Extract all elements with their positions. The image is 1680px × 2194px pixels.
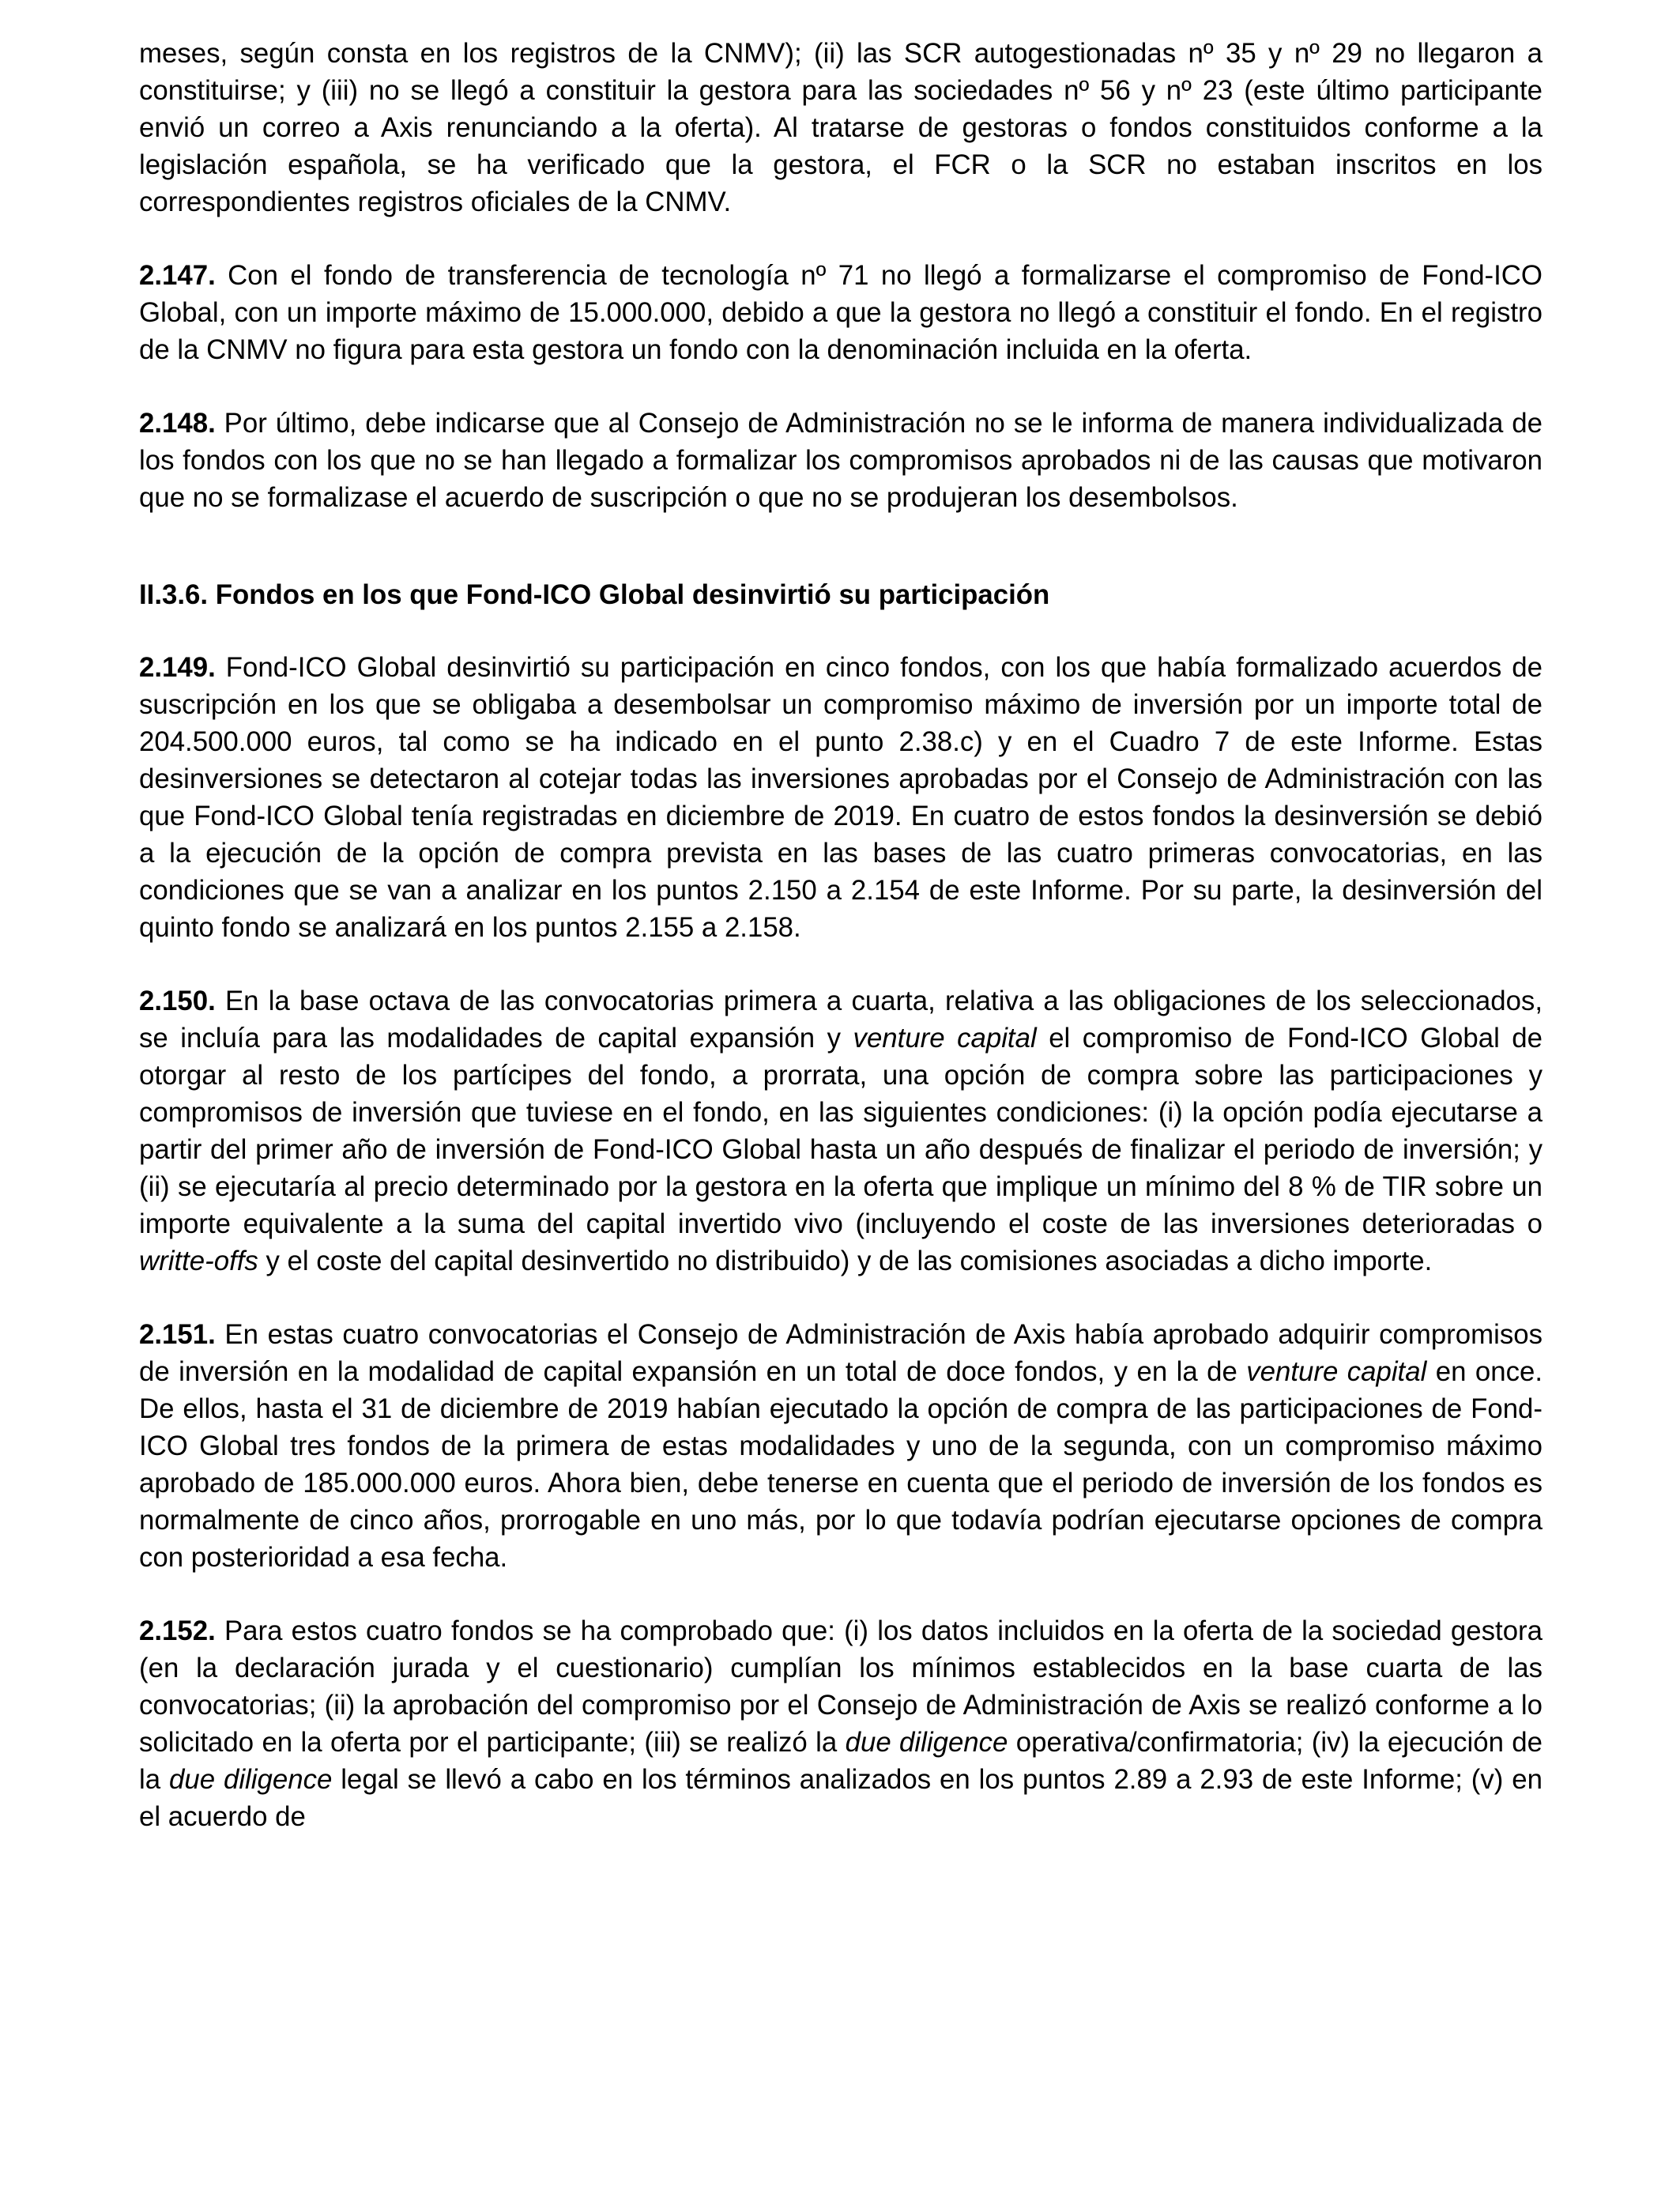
paragraph-2-152 [139,1612,1543,1835]
italic-term: venture capital [853,1023,1037,1054]
paragraph-continuation [139,35,1543,221]
italic-term: due diligence [845,1727,1008,1758]
paragraph-number: 2.149. [139,652,216,683]
paragraph-text: En estas cuatro convocatorias el Consejo de Administración de Axis había aprobado adquirir compromisos de inversión en la modalidad de capital expansión en un total de doce fondos, y en la de [139,1319,1543,1387]
italic-term: writte-offs [139,1246,258,1276]
paragraph-2-148 [139,405,1543,516]
paragraph-2-149 [139,649,1543,946]
paragraph-text: el compromiso de Fond-ICO Global de otorgar al resto de los partícipes del fondo, a prorrata, una opción de compra sobre las participaciones y compromisos de inversión que tuviese en el fondo, en las siguientes condiciones: (i) la opción podía ejecutarse a partir del primer año de inversión de Fond-ICO Global hasta un año después de finalizar el periodo de inversión; y (ii) se ejecutaría al precio determinado por la gestora en la oferta que implique un mínimo del 8 % de TIR sobre un importe equivalente a la suma del capital invertido vivo (incluyendo el coste de las inversiones deterioradas o [139,1023,1543,1239]
paragraph-text: Para estos cuatro fondos se ha comprobado que: (i) los datos incluidos en la oferta de la sociedad gestora (en la declaración jurada y el cuestionario) cumplían los mínimos establecidos en la base cuarta de las convocatorias; (ii) la aprobación del compromiso por el Consejo de Administración de Axis se realizó conforme a lo solicitado en la oferta por el participante; (iii) se realizó la [139,1615,1543,1758]
paragraph-text: en once. De ellos, hasta el 31 de diciembre de 2019 habían ejecutado la opción de compra de las participaciones de Fond-ICO Global tres fondos de la primera de estas modalidades y uno de la segunda, con un compromiso máximo aprobado de 185.000.000 euros. Ahora bien, debe tenerse en cuenta que el periodo de inversión de los fondos es normalmente de cinco años, prorrogable en uno más, por lo que todavía podrían ejecutarse opciones de compra con posterioridad a esa fecha. [139,1356,1543,1573]
paragraph-text: Fond-ICO Global desinvirtió su participación en cinco fondos, con los que había formalizado acuerdos de suscripción en los que se obligaba a desembolsar un compromiso máximo de inversión por un importe total de 204.500.000 euros, tal como se ha indicado en el punto 2.38.c) y en el Cuadro 7 de este Informe. Estas desinversiones se detectaron al cotejar todas las inversiones aprobadas por el Consejo de Administración con las que Fond-ICO Global tenía registradas en diciembre de 2019. En cuatro de estos fondos la desinversión se debió a la ejecución de la opción de compra prevista en las bases de las cuatro primeras convocatorias, en las condiciones que se van a analizar en los puntos 2.150 a 2.154 de este Informe. Por su parte, la desinversión del quinto fondo se analizará en los puntos 2.155 a 2.158. [139,652,1543,943]
paragraph-text: operativa/confirmatoria; (iv) la ejecución de la [139,1727,1543,1795]
paragraph-text: En la base octava de las convocatorias primera a cuarta, relativa a las obligaciones de los seleccionados, se incluía para las modalidades de capital expansión y [139,986,1543,1054]
paragraph-text: Por último, debe indicarse que al Consejo de Administración no se le informa de manera individualizada de los fondos con los que no se han llegado a formalizar los compromisos aprobados ni de las causas que motivaron que no se formalizase el acuerdo de suscripción o que no se produjeran los desembolsos. [139,408,1543,513]
italic-term: due diligence [169,1764,333,1795]
paragraph-text: meses, según consta en los registros de la CNMV); (ii) las SCR autogestionadas nº 35 y nº 29 no llegaron a constituirse; y (iii) no se llegó a constituir la gestora para las sociedades nº 56 y nº 23 (este último participante envió un correo a Axis renunciando a la oferta). Al tratarse de gestoras o fondos constituidos conforme a la legislación española, se ha verificado que la gestora, el FCR o la SCR no estaban inscritos en los correspondientes registros oficiales de la CNMV. [139,38,1543,217]
section-heading: II.3.6. Fondos en los que Fond-ICO Global desinvirtió su participación [139,579,1050,610]
paragraph-text: legal se llevó a cabo en los términos analizados en los puntos 2.89 a 2.93 de este Informe; (v) en el acuerdo de [139,1764,1543,1832]
paragraph-2-150 [139,982,1543,1280]
document-page [139,35,1543,1872]
paragraph-number: 2.150. [139,986,216,1016]
paragraph-2-151 [139,1316,1543,1576]
paragraph-text: Con el fondo de transferencia de tecnología nº 71 no llegó a formalizarse el compromiso de Fond-ICO Global, con un importe máximo de 15.000.000, debido a que la gestora no llegó a constituir el fondo. En el registro de la CNMV no figura para esta gestora un fondo con la denominación incluida en la oferta. [139,260,1543,365]
paragraph-text: y el coste del capital desinvertido no distribuido) y de las comisiones asociadas a dicho importe. [258,1246,1433,1276]
paragraph-number: 2.147. [139,260,216,291]
paragraph-number: 2.152. [139,1615,216,1646]
italic-term: venture capital [1246,1356,1427,1387]
paragraph-number: 2.151. [139,1319,216,1350]
paragraph-number: 2.148. [139,408,216,439]
paragraph-2-147 [139,257,1543,368]
